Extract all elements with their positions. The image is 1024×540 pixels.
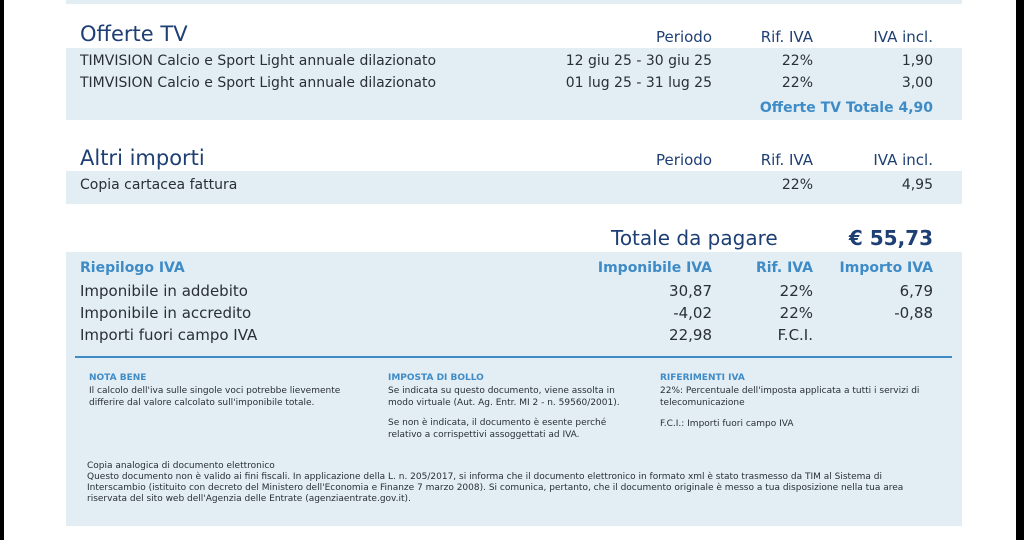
totale-da-pagare-label: Totale da pagare	[611, 226, 778, 250]
altri-importi-periodo-header: Periodo	[656, 151, 712, 169]
top-band	[66, 0, 962, 4]
altri-importi-iva-incl-header: IVA incl.	[873, 151, 933, 169]
offerte-tv-totale: Offerte TV Totale 4,90	[759, 100, 933, 116]
altri-importi-title: Altri importi	[80, 146, 205, 170]
offerte-tv-periodo-header: Periodo	[656, 28, 712, 46]
right-frame-edge	[1016, 0, 1024, 540]
riferimenti-iva-text: 22%: Percentuale dell'imposta applicata a tutti i servizi di telecomunicazione	[660, 386, 920, 408]
offerte-tv-row-desc: TIMVISION Calcio e Sport Light annuale dilazionato	[80, 75, 437, 91]
offerte-tv-row-iva-incl: 3,00	[901, 75, 933, 91]
riferimenti-iva-text: F.C.I.: Importi fuori campo IVA	[660, 419, 794, 429]
riepilogo-row-desc: Imponibile in accredito	[80, 304, 252, 322]
imponibile-iva-header: Imponibile IVA	[597, 260, 712, 276]
offerte-tv-row-desc: TIMVISION Calcio e Sport Light annuale dilazionato	[80, 53, 437, 69]
altri-importi-rif-iva-header: Rif. IVA	[760, 151, 813, 169]
offerte-tv-row-periodo: 01 lug 25 - 31 lug 25	[565, 75, 712, 91]
legal-notice	[87, 461, 927, 505]
offerte-tv-row-iva-incl: 1,90	[901, 53, 933, 69]
altri-importi-row-rif-iva: 22%	[781, 177, 813, 193]
riepilogo-row-imponibile: 30,87	[669, 282, 712, 300]
riepilogo-row-imponibile: 22,98	[669, 326, 712, 344]
totale-da-pagare-value: € 55,73	[848, 226, 933, 250]
legal-notice-heading: Copia analogica di documento elettronico	[87, 461, 275, 471]
riepilogo-row-rif-iva: F.C.I.	[777, 326, 813, 344]
riepilogo-row-rif-iva: 22%	[779, 304, 813, 322]
imposta-bollo-text: Se non è indicata, il documento è esente perché relativo a corrispettivi assoggettati ad IVA.	[388, 418, 607, 440]
riepilogo-iva-title: Riepilogo IVA	[80, 260, 185, 276]
section-divider	[75, 356, 952, 358]
imposta-bollo-text: Se indicata su questo documento, viene assolta in modo virtuale (Aut. Ag. Entr. MI 2 - n. 59560/2001).	[388, 386, 620, 408]
nota-bene-text: Il calcolo dell'iva sulle singole voci potrebbe lievemente differire dal valore calcolato sull'imponibile totale.	[89, 386, 341, 408]
offerte-tv-iva-incl-header: IVA incl.	[873, 28, 933, 46]
riepilogo-row-desc: Importi fuori campo IVA	[80, 326, 258, 344]
riferimenti-iva-title: RIFERIMENTI IVA	[660, 373, 745, 383]
riepilogo-row-importo: 6,79	[899, 282, 933, 300]
importo-iva-header: Importo IVA	[839, 260, 933, 276]
riepilogo-row-imponibile: -4,02	[673, 304, 712, 322]
riepilogo-row-importo: -0,88	[894, 304, 933, 322]
offerte-tv-row-periodo: 12 giu 25 - 30 giu 25	[565, 53, 712, 69]
legal-notice-body: Questo documento non è valido ai fini fiscali. In applicazione della L. n. 205/2017, si informa che il documento elettronico in formato xml è stato trasmesso da TIM al Sistema di Interscambio (istituito con decreto del Ministero dell'Economia e Finanze 7 marzo 2008). Si comunica, pertanto, che il documento originale è messo a tua disposizione nella tua area riservata del sito web dell'Agenzia delle Entrate (agenziaentrate.gov.it).	[87, 472, 904, 504]
offerte-tv-rif-iva-header: Rif. IVA	[760, 28, 813, 46]
left-frame-edge	[0, 0, 4, 540]
imposta-bollo-title: IMPOSTA DI BOLLO	[388, 373, 484, 383]
riepilogo-row-desc: Imponibile in addebito	[80, 282, 248, 300]
offerte-tv-title: Offerte TV	[80, 22, 188, 46]
riepilogo-row-rif-iva: 22%	[779, 282, 813, 300]
altri-importi-row-iva-incl: 4,95	[901, 177, 933, 193]
offerte-tv-row-rif-iva: 22%	[781, 75, 813, 91]
nota-bene-title: NOTA BENE	[89, 373, 147, 383]
altri-importi-row-desc: Copia cartacea fattura	[80, 177, 238, 193]
offerte-tv-row-rif-iva: 22%	[781, 53, 813, 69]
riepilogo-rif-iva-header: Rif. IVA	[755, 260, 813, 276]
